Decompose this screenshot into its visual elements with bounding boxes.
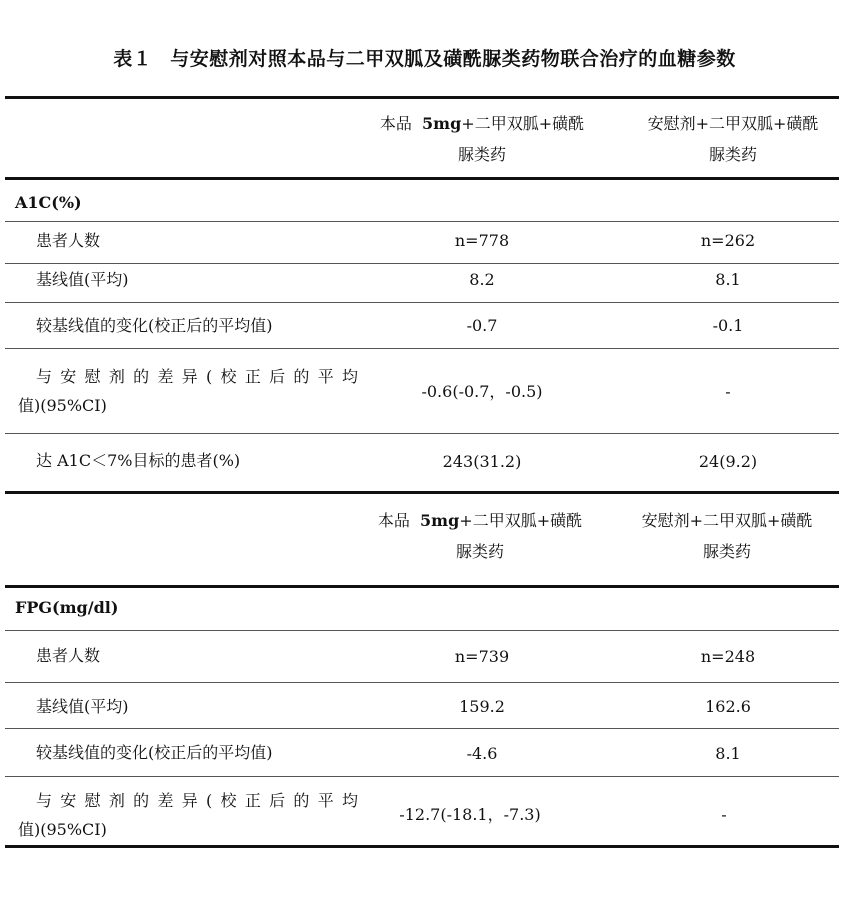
cell-value-placebo: n=262 xyxy=(700,231,756,250)
cell-value-treatment: n=778 xyxy=(454,231,510,250)
col1-line2: 脲类药 xyxy=(457,145,506,164)
header-rule xyxy=(5,177,839,180)
col2-line2: 脲类药 xyxy=(702,542,751,561)
row-label xyxy=(18,362,358,420)
row-label: 基线值(平均) xyxy=(36,270,129,289)
cell-value-treatment: 243(31.2) xyxy=(442,452,522,471)
cell-value-treatment: 8.2 xyxy=(469,270,495,289)
row-divider xyxy=(5,348,839,349)
cell-value-placebo: - xyxy=(725,382,731,401)
row-label xyxy=(18,786,358,844)
section-heading-a1c: A1C(%) xyxy=(15,193,82,212)
row-label: 患者人数 xyxy=(36,231,101,250)
col2-line1: 安慰剂+二甲双胍+磺酰 xyxy=(641,511,813,530)
row-label-line2: 值)(95%CI) xyxy=(18,820,107,839)
cell-value-placebo: -0.1 xyxy=(712,316,744,335)
row-divider xyxy=(5,776,839,777)
cell-value-treatment: n=739 xyxy=(454,647,510,666)
cell-value-treatment: 159.2 xyxy=(459,697,505,716)
row-label: 达 A1C＜7%目标的患者(%) xyxy=(36,451,241,470)
row-divider xyxy=(5,682,839,683)
col1-prefix: 本品 xyxy=(377,511,410,530)
section-heading-fpg: FPG(mg/dl) xyxy=(15,598,119,617)
row-label: 基线值(平均) xyxy=(36,697,129,716)
table-title-text: 与安慰剂对照本品与二甲双胍及磺酰脲类药物联合治疗的血糖参数 xyxy=(170,48,736,70)
col2-line2: 脲类药 xyxy=(708,145,757,164)
table-title xyxy=(0,44,849,71)
row-divider xyxy=(5,728,839,729)
column-header-placebo xyxy=(612,505,842,567)
row-divider xyxy=(5,433,839,434)
cell-value-treatment: -0.7 xyxy=(466,316,498,335)
column-header-treatment xyxy=(350,505,610,567)
col1-prefix: 本品 xyxy=(379,114,412,133)
row-label-line1: 与安慰剂的差异(校正后的平均 xyxy=(36,367,358,386)
cell-value-placebo: 24(9.2) xyxy=(698,452,758,471)
section-rule xyxy=(5,491,839,494)
header-rule xyxy=(5,585,839,588)
row-divider xyxy=(5,302,839,303)
cell-value-placebo: 162.6 xyxy=(705,697,751,716)
table-bottom-rule xyxy=(5,845,839,848)
col1-rest: +二甲双胍+磺酰 xyxy=(459,511,583,530)
cell-value-treatment: -12.7(-18.1，-7.3) xyxy=(399,805,541,824)
cell-value-placebo: 8.1 xyxy=(715,270,741,289)
row-divider xyxy=(5,630,839,631)
row-label: 较基线值的变化(校正后的平均值) xyxy=(36,316,273,335)
col2-line1: 安慰剂+二甲双胍+磺酰 xyxy=(647,114,819,133)
row-divider xyxy=(5,263,839,264)
column-header-treatment xyxy=(352,108,612,170)
table-top-rule xyxy=(5,96,839,99)
col1-dose: 5mg xyxy=(422,114,462,133)
row-label-line2: 值)(95%CI) xyxy=(18,396,107,415)
col1-dose: 5mg xyxy=(420,511,460,530)
cell-value-placebo: 8.1 xyxy=(715,744,741,763)
cell-value-treatment: -4.6 xyxy=(466,744,498,763)
col1-line2: 脲类药 xyxy=(455,542,504,561)
cell-value-treatment: -0.6(-0.7，-0.5) xyxy=(421,382,543,401)
row-label: 患者人数 xyxy=(36,646,101,665)
row-label-line1: 与安慰剂的差异(校正后的平均 xyxy=(36,791,358,810)
row-label: 较基线值的变化(校正后的平均值) xyxy=(36,743,273,762)
column-header-placebo xyxy=(618,108,848,170)
row-divider xyxy=(5,221,839,222)
cell-value-placebo: - xyxy=(721,805,727,824)
table-number: 表１ xyxy=(113,48,153,70)
cell-value-placebo: n=248 xyxy=(700,647,756,666)
col1-rest: +二甲双胍+磺酰 xyxy=(461,114,585,133)
